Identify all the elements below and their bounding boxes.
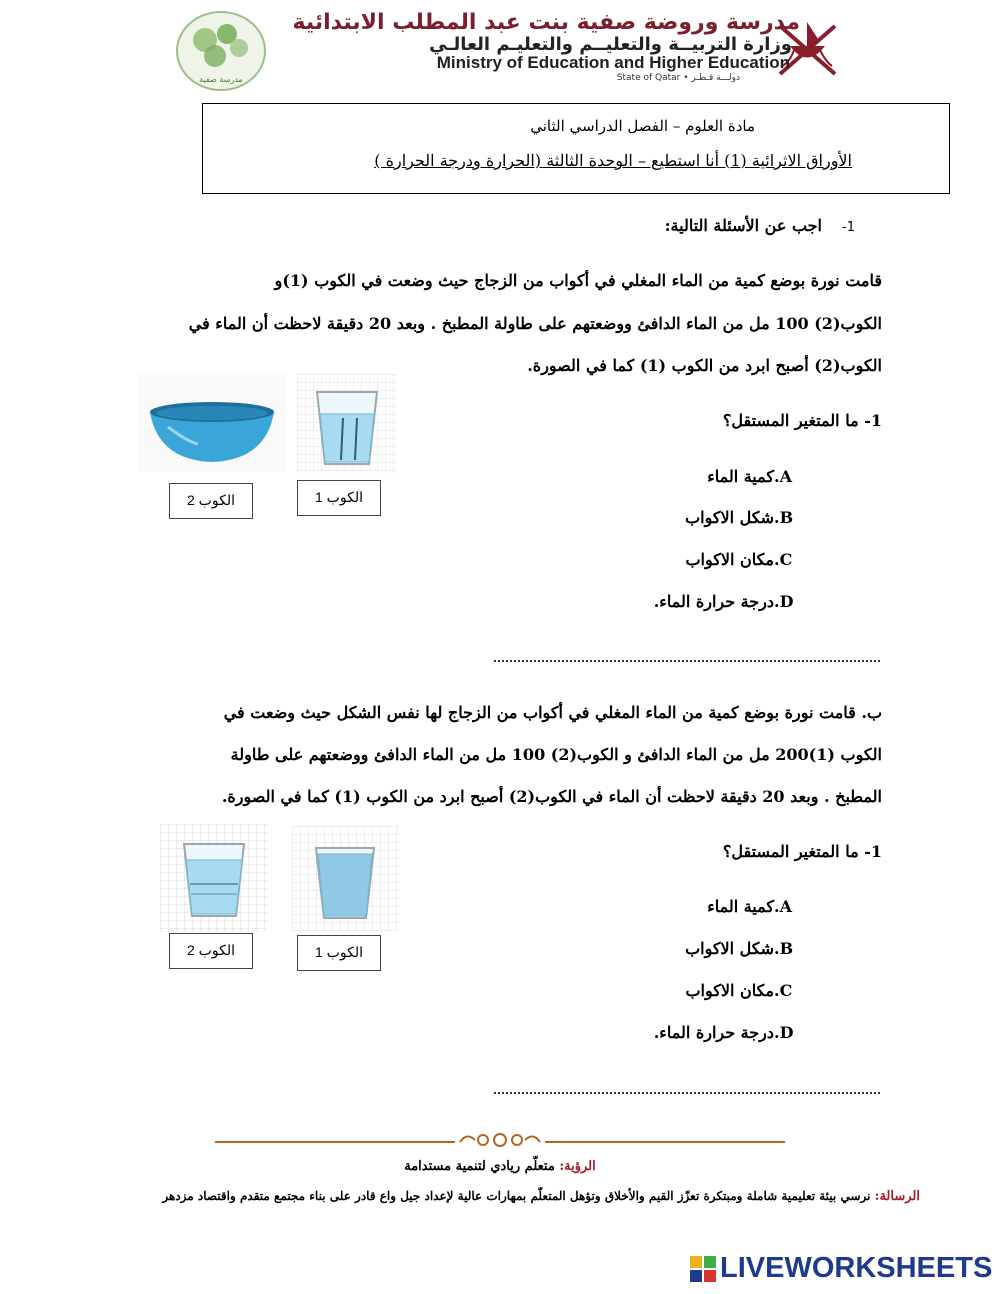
q1-line-3: الكوب(2) أصبح ابرد من الكوب (1) كما في الصورة. [527,356,882,375]
worksheet-title: الأوراق الاثرائية (1) أنا استطيع – الوحدة الثالثة (الحرارة ودرجة الحرارة ) [374,151,852,170]
vision-label: الرؤية: [559,1159,596,1174]
option-letter: A. [774,467,792,486]
q2-option-b[interactable] [685,939,804,958]
option-letter: A. [774,897,792,916]
option-text: شكل الاكواب [685,508,774,527]
option-letter: C. [774,981,793,1000]
liveworksheets-logo-icon [690,1256,718,1284]
option-letter: C. [774,550,793,569]
cup-1-label: الكوب 1 [297,935,381,971]
liveworksheets-brand[interactable]: LIVEWORKSHEETS [720,1252,993,1284]
option-letter: B. [774,508,794,527]
q1-line-2: الكوب(2) 100 مل من الماء الدافئ ووضعتهم على طاولة المطبخ . وبعد 20 دقيقة لاحظت أن الماء في [188,314,882,333]
option-text: مكان الاكواب [685,981,774,1000]
q2-option-a[interactable] [707,897,804,916]
ornament-divider-icon [215,1128,785,1154]
q2-line-3: المطبخ . وبعد 20 دقيقة لاحظت أن الماء في الكوب(2) أصبح ابرد من الكوب (1) كما في الصورة. [221,787,882,806]
glass-1-picture [292,826,398,932]
vision-text: متعلّم ريادي لتنمية مستدامة [404,1159,555,1174]
ministry-name-en: Ministry of Education and Higher Education [436,53,790,72]
q2-line-1: ب. قامت نورة بوضع كمية من الماء المغلي في أكواب من الزجاج لها نفس الشكل حيث وضعت في [223,703,882,722]
mission-text: نرسي بيئة تعليمية شاملة ومبتكرة تعزّز القيم والأخلاق وتؤهل المتعلّم بمهارات عالية لإعداد جيل واع قادر على بناء مجتمع متقدم واقتصاد مزدهر [162,1189,871,1203]
subject-title: مادة العلوم – الفصل الدراسي الثاني [530,117,755,135]
q1-option-a[interactable] [707,467,804,486]
question-number: -1 [842,220,855,235]
q2-answer-line[interactable] [494,1092,880,1094]
glass-2-picture [160,824,268,932]
option-text: درجة حرارة الماء. [653,1023,774,1042]
option-text: مكان الاكواب [685,550,774,569]
option-text: درجة حرارة الماء. [653,592,774,611]
q1-question: 1- ما المتغير المستقل؟ [722,411,882,430]
cup-1-label: الكوب 1 [297,480,381,516]
cup-2-label: الكوب 2 [169,933,253,969]
bowl-picture [138,372,286,472]
glass-picture [297,374,397,474]
q1-answer-line[interactable] [494,660,880,662]
school-name: مدرسة وروضة صفية بنت عبد المطلب الابتدائية [292,10,800,35]
option-letter: D. [774,1023,794,1042]
logo-caption: مدرسة صفية [199,75,243,84]
cup-2-label: الكوب 2 [169,483,253,519]
option-letter: B. [774,939,794,958]
q1-option-c[interactable] [685,550,804,569]
ministry-name-ar: وزارة التربيــة والتعليــم والتعليـم العالـي [429,34,792,55]
q2-option-d[interactable] [654,1023,804,1042]
mission-statement [162,1189,920,1204]
instruction: اجب عن الأسئلة التالية: [664,216,822,235]
q2-line-2: الكوب (1)200 مل من الماء الدافئ و الكوب(2) 100 مل من الماء الدافئ ووضعتهم على طاولة [230,745,882,764]
option-letter: D. [774,592,794,611]
option-text: شكل الاكواب [685,939,774,958]
q2-question: 1- ما المتغير المستقل؟ [722,842,882,861]
school-logo-icon [175,10,267,92]
state-label: State of Qatar • دولـــة قـطـر [616,73,740,83]
vision-statement [0,1159,1000,1174]
mission-label: الرسالة: [874,1189,920,1204]
q1-line-1: قامت نورة بوضع كمية من الماء المغلي في أكواب من الزجاج حيث وضعت في الكوب (1)و [274,271,882,290]
option-text: كمية الماء [707,467,774,486]
q1-option-b[interactable] [685,508,804,527]
option-text: كمية الماء [707,897,774,916]
q1-option-d[interactable] [654,592,804,611]
q2-option-c[interactable] [685,981,804,1000]
